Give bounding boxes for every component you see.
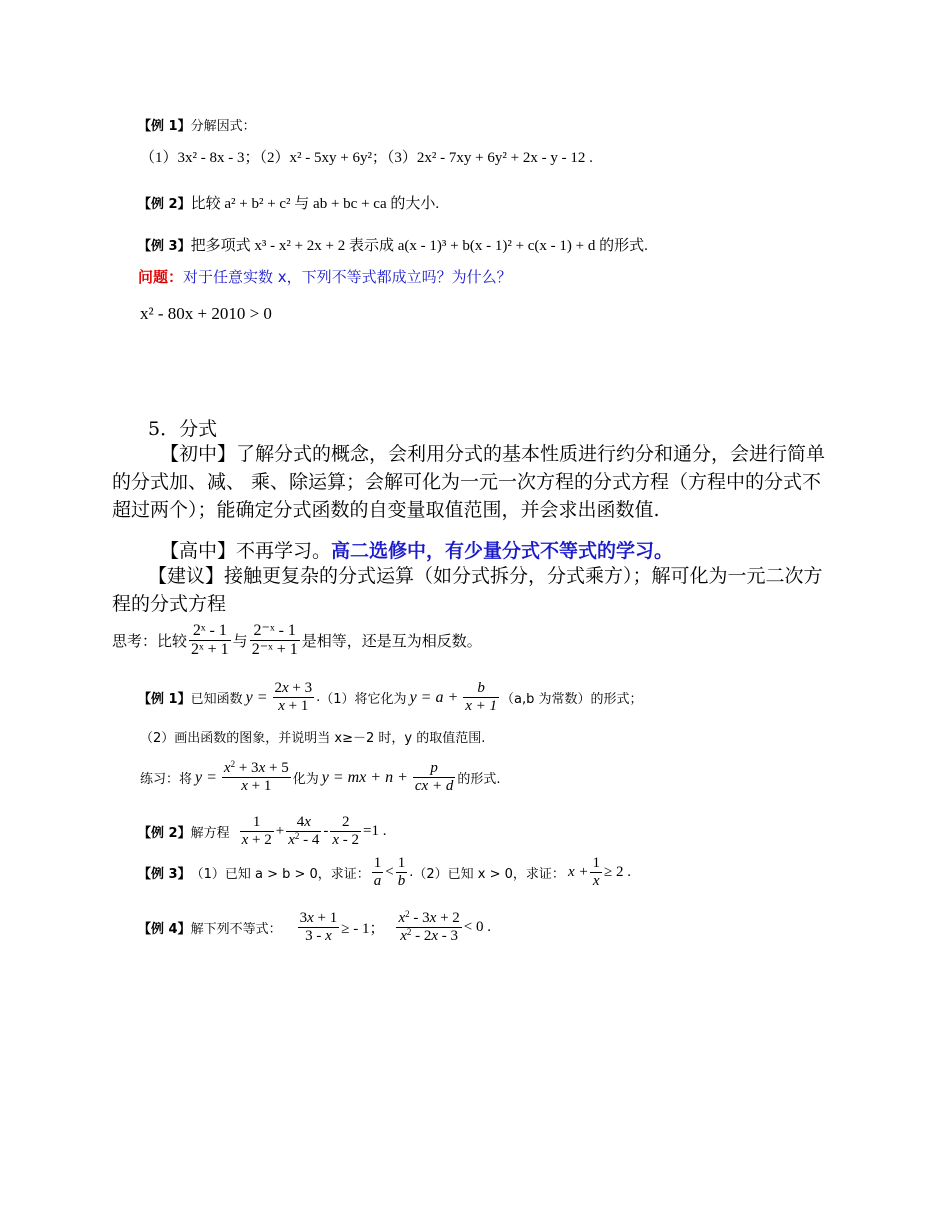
fraction xyxy=(250,622,300,660)
denominator: x + 2 xyxy=(241,832,272,849)
denominator: x xyxy=(590,872,602,890)
think-suffix: 是相等，还是互为相反数。 xyxy=(301,632,482,651)
example-label: 【例 4】 xyxy=(138,922,191,938)
example-2-line: 【例 2】 解方程 $\frac{1}{x + 2}$ + $\frac{4x}{x^2 - 4}$ - $\frac{2}{x - 2}$ =1 . xyxy=(138,814,387,849)
fraction xyxy=(413,760,455,796)
example-1-function: 【例 1】 已知函数 y = $\frac{2x + 3}{x + 1}$ . （1）将它化为 y = a + $\frac{b}{x + 1}$ （a,b 为常数）的形式； xyxy=(138,680,643,715)
suggest-paragraph xyxy=(112,562,834,618)
fraction xyxy=(298,910,340,946)
practice-text: 练习：将 xyxy=(140,772,193,788)
math-expr: y = mx + n + xyxy=(321,768,408,786)
numerator: $x^2 - 3x + 2$ xyxy=(398,909,460,926)
numerator: 1 xyxy=(397,855,406,871)
fraction xyxy=(286,814,321,850)
example-label: 【例 2】 xyxy=(138,826,191,842)
example-text: （1）将它化为 xyxy=(320,692,407,708)
fraction xyxy=(396,910,461,946)
denominator: 3 - x xyxy=(298,927,340,945)
practice-line xyxy=(140,760,500,796)
numerator: p xyxy=(430,760,438,776)
practice-text: 化为 xyxy=(292,772,319,788)
example-text: （2）画出函数的图象，并说明当 x≥－2 时，y 的取值范围. xyxy=(140,731,486,746)
section-title: 5．分式 xyxy=(148,418,218,440)
inequality: x² - 80x + 2010 > 0 xyxy=(140,304,272,323)
think-prefix: 思考：比较 xyxy=(112,632,188,651)
example-3-line: 【例 3】 （1）已知 a > b > 0，求证： $\frac{1}{a}$ < $\frac{1}{b}$ . （2）已知 x > 0，求证： x + $\frac{1}{x}$ ≥ 2 . xyxy=(138,855,631,890)
junior-text: 了解分式的概念，会利用分式的基本性质进行约分和通分，会进行简单的分式加、减、 乘、除运算；会解可化为一元一次方程的分式方程（方程中的分式不超过两个）；能确定分式函数的自变量取值范围，并会求出函数值. xyxy=(112,443,826,521)
numerator: 2⁻ˣ - 1 xyxy=(253,622,296,639)
fraction xyxy=(222,760,291,796)
question-line xyxy=(138,266,512,287)
example-text: （2）已知 x > 0，求证： xyxy=(413,867,565,883)
example-2-line xyxy=(138,192,439,213)
example-text: 比较 a² + b² + c² 与 ab + bc + ca 的大小. xyxy=(190,196,440,212)
math-expr: y = xyxy=(195,768,217,786)
math-expr: y = a + xyxy=(409,688,459,706)
numerator: 2 xyxy=(341,814,350,830)
example-text: （1）已知 a > b > 0，求证： xyxy=(190,867,370,883)
fraction xyxy=(273,680,315,716)
denominator: $x^2 - 4$ xyxy=(288,831,320,849)
numerator: $x^2 + 3x + 5$ xyxy=(223,759,289,776)
example-text: 解方程 xyxy=(190,826,230,842)
numerator: 3x + 1 xyxy=(299,910,338,926)
senior-paragraph xyxy=(160,536,673,563)
denominator: a xyxy=(373,873,382,890)
senior-text: 不再学习。 xyxy=(236,540,332,562)
denominator: 2⁻ˣ + 1 xyxy=(251,641,298,659)
example-label: 【例 2】 xyxy=(138,197,191,212)
example-label: 【例 1】 xyxy=(138,119,191,134)
denominator: cx + d xyxy=(414,778,454,795)
example-3-line xyxy=(138,234,648,255)
fraction xyxy=(396,855,408,891)
senior-label: 【高中】 xyxy=(160,540,237,562)
practice-text: 的形式. xyxy=(457,772,501,788)
example-1-line xyxy=(138,115,256,134)
example-1-line2 xyxy=(140,727,485,746)
question-text: 对于任意实数 x，下列不等式都成立吗？为什么？ xyxy=(183,268,512,286)
example-text: 把多项式 x³ - x² + 2x + 2 表示成 a(x - 1)³ + b(x - 1)² + c(x - 1) + d 的形式. xyxy=(190,238,648,254)
section-heading xyxy=(148,414,217,441)
numerator: b xyxy=(477,680,485,696)
denominator: $x^2 - 2x - 3$ xyxy=(396,927,461,945)
numerator: 4x xyxy=(296,814,311,830)
fraction xyxy=(590,855,602,891)
numerator: 2x + 3 xyxy=(274,680,313,696)
example-text: 已知函数 xyxy=(190,692,243,708)
senior-emphasis: 高二选修中，有少量分式不等式的学习。 xyxy=(331,540,674,562)
numerator: 1 xyxy=(592,855,600,871)
junior-paragraph xyxy=(112,440,834,524)
fraction xyxy=(240,814,274,850)
junior-label: 【初中】 xyxy=(160,443,237,465)
fraction xyxy=(330,814,361,850)
denominator: b xyxy=(397,873,406,890)
example-1-items xyxy=(140,146,593,167)
numerator: 1 xyxy=(373,855,382,871)
denominator: 2ˣ + 1 xyxy=(191,641,229,659)
math-expr: y = xyxy=(245,688,268,706)
factor-items: （1）3x² - 8x - 3；（2）x² - 5xy + 6y²；（3）2x² - 7xy + 6y² + 2x - y - 12 . xyxy=(140,150,593,166)
example-text: （a,b 为常数）的形式； xyxy=(501,692,643,708)
fraction xyxy=(372,855,384,891)
example-4-line: 【例 4】 解下列不等式： $\frac{3x + 1}{3 - x}$ ≥ - 1； $\frac{x^2 - 3x + 2}{x^2 - 2x - 3}$ < 0 . xyxy=(138,909,491,945)
denominator: x + 1 xyxy=(222,777,291,795)
suggest-text: 接触更复杂的分式运算（如分式拆分，分式乘方）；解可化为一元二次方程的分式方程 xyxy=(112,565,823,615)
example-text: 解下列不等式： xyxy=(190,922,282,938)
think-line xyxy=(112,622,482,660)
fraction xyxy=(463,680,499,716)
numerator: 2ˣ - 1 xyxy=(192,622,227,639)
denominator: x + 1 xyxy=(465,698,498,715)
example-label: 【例 3】 xyxy=(138,239,191,254)
example-text: 分解因式： xyxy=(190,119,256,134)
fraction xyxy=(189,622,231,660)
example-label: 【例 3】 xyxy=(138,867,191,883)
numerator: 1 xyxy=(252,814,261,830)
denominator: x - 2 xyxy=(332,832,360,849)
question-label: 问题： xyxy=(138,268,184,286)
denominator: x + 1 xyxy=(273,697,315,715)
suggest-label: 【建议】 xyxy=(148,565,225,587)
example-label: 【例 1】 xyxy=(138,692,191,708)
inequality-line xyxy=(140,304,272,324)
think-mid: 与 xyxy=(232,632,248,651)
